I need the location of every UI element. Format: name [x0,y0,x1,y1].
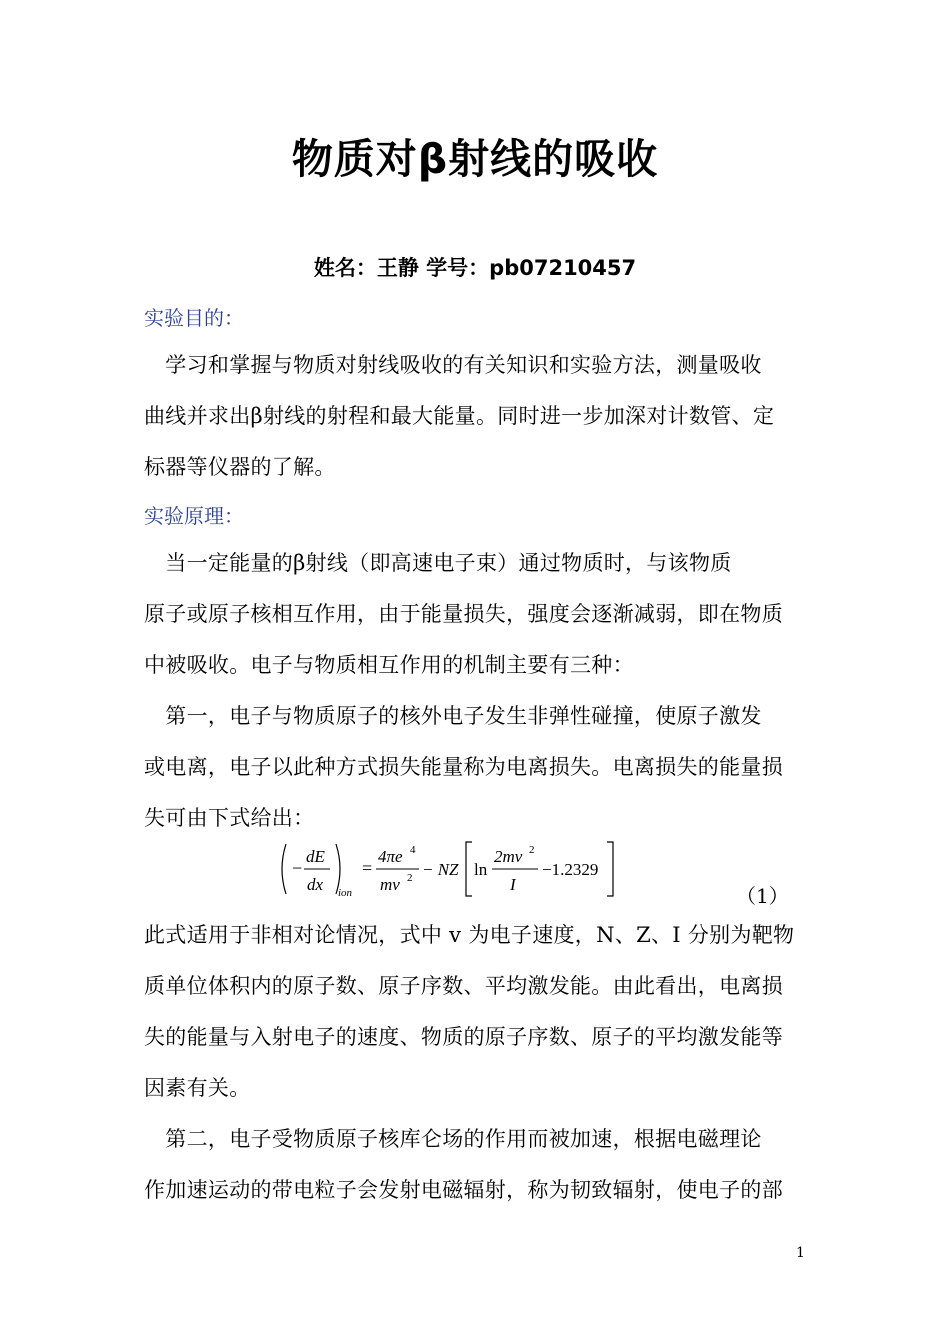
text-line: 失的能量与入射电子的速度、物质的原子序数、原子的平均激发能等 [144,1025,783,1049]
eq-arg-num: 2mv [494,847,523,866]
left-bracket-icon [466,842,472,896]
eq-equals: = [362,858,373,878]
paragraph-bremsstrahlung [144,1114,806,1216]
eq-lhs-num: dE [306,847,325,866]
document-title: 物质对β射线的吸收 [291,135,659,183]
author-line: 姓名：王静 学号：pb07210457 [313,256,637,280]
eq-coef-num: 4πe [378,847,403,866]
eq-arg-den: I [510,875,516,894]
text-line: 失可由下式给出： [144,806,315,830]
text-line: 原子或原子核相互作用，由于能量损失，强度会逐渐减弱，即在物质 [144,602,783,626]
left-paren-icon [282,844,286,894]
section-heading-objective: 实验目的： [144,306,244,330]
eq-minus-nz: − NZ [422,860,459,879]
equation-svg [276,836,626,902]
page-number: 1 [796,1245,805,1261]
text-line: 标器等仪器的了解。 [144,455,336,479]
text-line: 或电离，电子以此种方式损失能量称为电离损失。电离损失的能量损 [144,755,783,779]
paragraph-objective [144,340,806,493]
text-line: 中被吸收。电子与物质相互作用的机制主要有三种： [144,653,634,677]
text-line: 因素有关。 [144,1076,251,1100]
eq-arg-num-sup: 2 [529,844,535,856]
section-heading-principle: 实验原理： [144,504,244,528]
text-line: 质单位体积内的原子数、原子序数、平均激发能。由此看出，电离损 [144,974,783,998]
eq-lhs-sub: ion [338,887,353,899]
eq-coef-num-sup: 4 [410,844,416,856]
text-line: 作加速运动的带电粒子会发射电磁辐射，称为韧致辐射，使电子的部 [144,1178,783,1202]
eq-ln: ln [474,860,488,879]
eq-constant: −1.2329 [542,860,599,879]
eq-lhs-sign: − [292,858,303,878]
eq-lhs-den: dx [307,875,324,894]
equation-number: （1） [736,884,789,908]
right-bracket-icon [607,842,613,896]
text-line: 学习和掌握与物质对射线吸收的有关知识和实验方法，测量吸收 [144,353,762,377]
text-line: 当一定能量的β射线（即高速电子束）通过物质时，与该物质 [144,551,732,575]
text-line: 此式适用于非相对论情况，式中 v 为电子速度，N、Z、I 分别为靶物 [144,923,795,947]
text-line: 曲线并求出β射线的射程和最大能量。同时进一步加深对计数管、定 [144,404,775,428]
paragraph-ionization-notes [144,910,806,1114]
equation-ionization-loss [276,836,626,902]
text-line: 第二，电子受物质原子核库仑场的作用而被加速，根据电磁理论 [144,1127,762,1151]
eq-coef-den-sup: 2 [407,872,413,884]
paragraph-principle-intro [144,538,806,691]
text-line: 第一，电子与物质原子的核外电子发生非弹性碰撞，使原子激发 [144,704,762,728]
eq-coef-den: mv [380,875,400,894]
paragraph-ionization [144,691,806,844]
